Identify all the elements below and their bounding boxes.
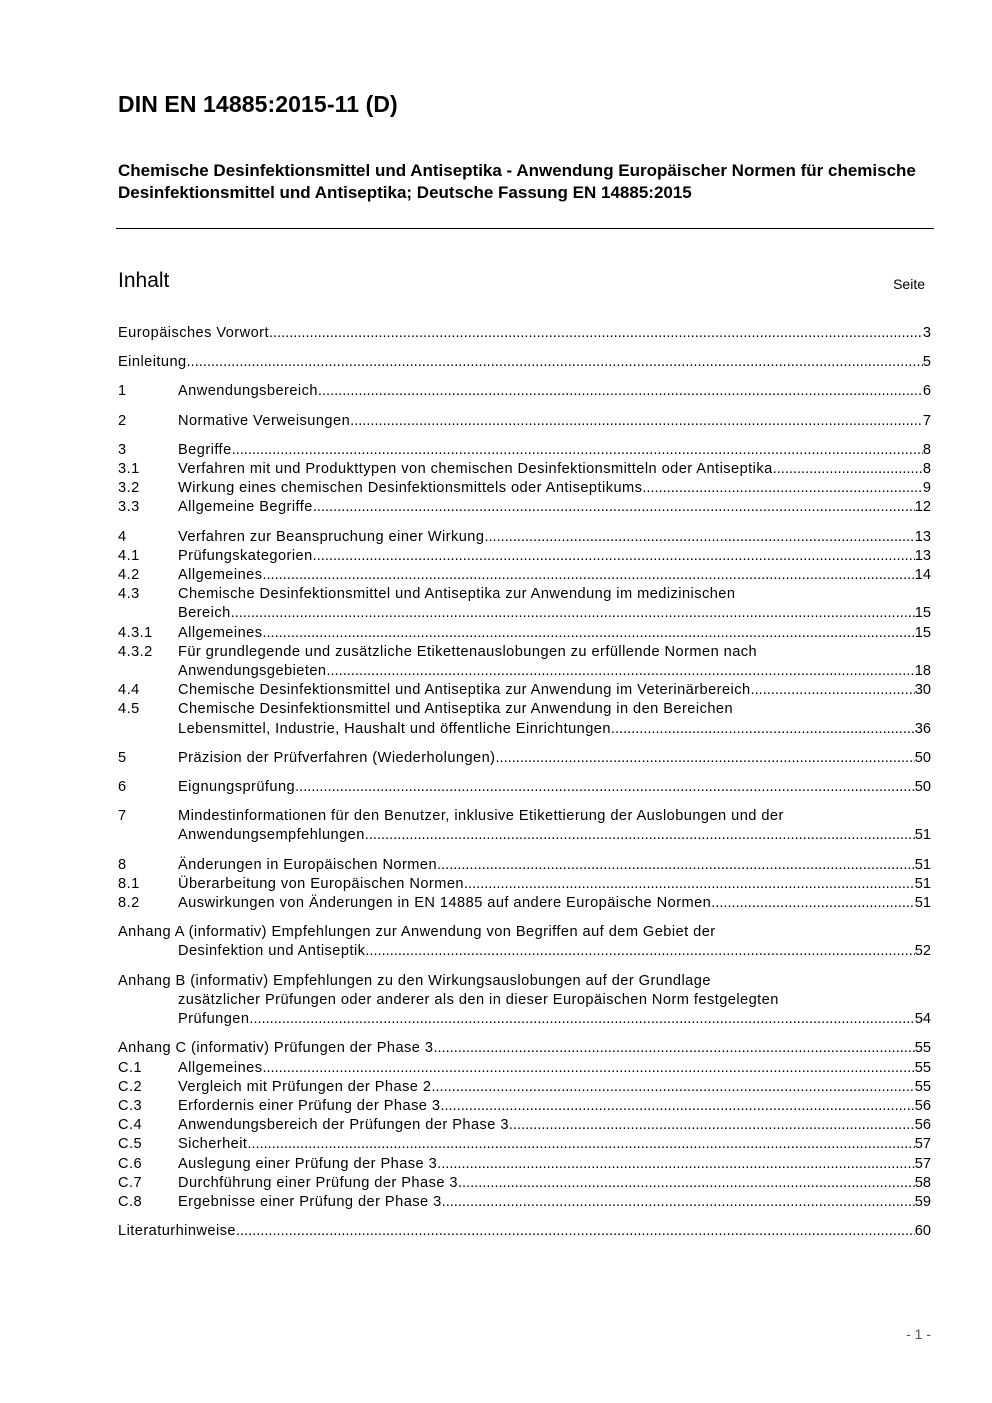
toc-dot-leader <box>262 566 914 585</box>
toc-entry-number: 2 <box>118 412 127 429</box>
toc-page-number: 30 <box>914 682 931 699</box>
toc-entry-number: 4.3.1 <box>118 624 153 641</box>
toc-entry-title: Verfahren zur Beanspruchung einer Wirkung <box>178 528 485 545</box>
toc-entry[interactable] <box>118 566 931 585</box>
toc-entry-number: 8.1 <box>118 875 140 892</box>
toc-dot-leader <box>365 826 915 845</box>
toc-entry-title: Erfordernis einer Prüfung der Phase 3 <box>178 1097 441 1114</box>
toc-entry-title: Verfahren mit und Produkttypen von chemischen Desinfektionsmitteln oder Antiseptika <box>178 461 773 478</box>
toc-entry-title: Anhang C (informativ) Prüfungen der Phase 3 <box>118 1040 434 1057</box>
toc-entry[interactable] <box>118 700 931 738</box>
toc-heading: Inhalt <box>118 269 170 292</box>
toc-dot-leader <box>313 498 915 517</box>
toc-entry-number: 3.1 <box>118 461 140 478</box>
toc-page-number: 60 <box>914 1223 931 1240</box>
toc-dot-leader <box>313 547 915 566</box>
toc-entry-title: Durchführung einer Prüfung der Phase 3 <box>178 1174 458 1191</box>
toc-entry-title: Anwendungsempfehlungen <box>178 827 365 844</box>
toc-dot-leader <box>458 1174 915 1193</box>
toc-entry[interactable] <box>118 643 931 681</box>
toc-entry-number: 8 <box>118 856 127 873</box>
toc-page-number: 12 <box>914 499 931 516</box>
toc-entry-title: Präzision der Prüfverfahren (Wiederholungen) <box>178 749 496 766</box>
toc-entry-number: 7 <box>118 808 127 825</box>
toc-page-number: 15 <box>914 605 931 622</box>
toc-dot-leader <box>262 1059 914 1078</box>
toc-entry-title: Anwendungsgebieten <box>178 663 327 680</box>
toc-dot-leader <box>232 441 923 460</box>
toc-dot-leader <box>437 1155 915 1174</box>
toc-entry[interactable] <box>118 1039 931 1058</box>
toc-page-number: 51 <box>914 875 931 892</box>
toc-entry-title: Vergleich mit Prüfungen der Phase 2 <box>178 1078 432 1095</box>
toc-page-number: 59 <box>914 1193 931 1210</box>
toc-dot-leader <box>440 1097 914 1116</box>
toc-page-number: 13 <box>914 528 931 545</box>
toc-entry[interactable] <box>118 353 931 372</box>
toc-dot-leader <box>751 681 915 700</box>
toc-entry[interactable] <box>118 856 931 875</box>
toc-entry-title: Prüfungen <box>178 1011 250 1028</box>
toc-entry-number: C.2 <box>118 1078 143 1095</box>
toc-page-number: 36 <box>914 720 931 737</box>
toc-entry-number: 3 <box>118 441 127 458</box>
toc-entry-title: Eignungsprüfung <box>178 779 296 796</box>
toc-page-number: 9 <box>922 480 931 497</box>
toc-page-number: 15 <box>914 624 931 641</box>
toc-entry-title: Einleitung <box>118 354 187 371</box>
toc-dot-leader <box>433 1039 914 1058</box>
toc-entry[interactable] <box>118 1116 931 1135</box>
toc-page-number: 50 <box>914 779 931 796</box>
toc-dot-leader <box>326 662 914 681</box>
toc-page-number: 54 <box>914 1011 931 1028</box>
table-of-contents <box>118 324 931 1241</box>
title-divider <box>116 228 934 229</box>
toc-dot-leader <box>247 1135 914 1154</box>
toc-page-number: 51 <box>914 856 931 873</box>
toc-entry-title: Begriffe <box>178 441 232 458</box>
toc-entry[interactable] <box>118 923 931 961</box>
toc-entry[interactable] <box>118 1078 931 1097</box>
document-title: Chemische Desinfektionsmittel und Antiseptika - Anwendung Europäischer Normen für chemische Desinfektionsmittel und Antiseptika; Deutsche Fassung EN 14885:2015 <box>118 161 916 202</box>
toc-entry-title: Allgemeines <box>178 624 263 641</box>
toc-entry-number: 8.2 <box>118 895 140 912</box>
toc-dot-leader <box>350 412 923 431</box>
toc-dot-leader <box>642 479 923 498</box>
toc-dot-leader <box>711 894 915 913</box>
toc-entry-number: 4.2 <box>118 567 140 584</box>
toc-page-number: 55 <box>914 1078 931 1095</box>
toc-entry[interactable] <box>118 749 931 768</box>
toc-page-number: 51 <box>914 895 931 912</box>
toc-page-number: 55 <box>914 1040 931 1057</box>
toc-entry-number: 3.3 <box>118 499 140 516</box>
toc-entry[interactable] <box>118 324 931 343</box>
toc-dot-leader <box>295 778 915 797</box>
toc-page-number: 7 <box>922 412 931 429</box>
toc-entry-title: Anwendungsbereich der Prüfungen der Phase 3 <box>178 1117 509 1134</box>
toc-entry-title: Ergebnisse einer Prüfung der Phase 3 <box>178 1193 442 1210</box>
toc-entry-number: 5 <box>118 749 127 766</box>
toc-dot-leader <box>187 353 923 372</box>
toc-dot-leader <box>484 528 914 547</box>
toc-page-number: 8 <box>922 441 931 458</box>
toc-entry-title: Überarbeitung von Europäischen Normen <box>178 875 464 892</box>
toc-page-number: 57 <box>914 1155 931 1172</box>
toc-entry[interactable] <box>118 382 931 401</box>
toc-entry-title: Chemische Desinfektionsmittel und Antiseptika zur Anwendung in den Bereichen <box>178 701 734 718</box>
toc-page-number: 55 <box>914 1059 931 1076</box>
toc-entry-number: C.3 <box>118 1097 143 1114</box>
toc-dot-leader <box>464 875 915 894</box>
toc-entry[interactable] <box>118 894 931 913</box>
toc-entry[interactable] <box>118 1155 931 1174</box>
toc-page-number: 8 <box>922 461 931 478</box>
toc-page-number: 56 <box>914 1097 931 1114</box>
toc-entry[interactable] <box>118 807 931 845</box>
toc-entry-title: Auswirkungen von Änderungen in EN 14885 auf andere Europäische Normen <box>178 895 712 912</box>
toc-entry-number: 1 <box>118 383 127 400</box>
toc-entry[interactable] <box>118 547 931 566</box>
toc-entry-title: Mindestinformationen für den Benutzer, inklusive Etikettierung der Auslobungen und der <box>178 808 784 825</box>
toc-entry[interactable] <box>118 1135 931 1154</box>
page-number: - 1 - <box>906 1326 931 1342</box>
toc-entry[interactable] <box>118 875 931 894</box>
toc-dot-leader <box>318 382 923 401</box>
toc-dot-leader <box>249 1010 914 1029</box>
toc-page-number: 51 <box>914 827 931 844</box>
toc-entry-title: Chemische Desinfektionsmittel und Antiseptika zur Anwendung im Veterinärbereich <box>178 682 751 699</box>
toc-entry[interactable] <box>118 498 931 517</box>
toc-entry-number: C.1 <box>118 1059 143 1076</box>
toc-entry-title: Desinfektion und Antiseptik <box>178 943 366 960</box>
toc-entry-number: 3.2 <box>118 480 140 497</box>
toc-entry-title: Sicherheit <box>178 1136 248 1153</box>
toc-entry[interactable] <box>118 441 931 460</box>
toc-dot-leader <box>496 749 915 768</box>
toc-entry[interactable] <box>118 681 931 700</box>
toc-entry-title: Allgemeines <box>178 1059 263 1076</box>
toc-page-number: 57 <box>914 1136 931 1153</box>
toc-page-number: 18 <box>914 663 931 680</box>
toc-entry-title: Auslegung einer Prüfung der Phase 3 <box>178 1155 438 1172</box>
toc-page-number: 50 <box>914 749 931 766</box>
toc-dot-leader <box>509 1116 915 1135</box>
toc-entry-number: 4.1 <box>118 547 140 564</box>
toc-entry-number: C.4 <box>118 1117 143 1134</box>
toc-entry[interactable] <box>118 412 931 431</box>
toc-entry-title: Allgemeine Begriffe <box>178 499 313 516</box>
page-column-label: Seite <box>893 276 925 292</box>
toc-entry-number: 4.3.2 <box>118 643 153 660</box>
toc-entry[interactable] <box>118 460 931 479</box>
toc-page-number: 3 <box>922 325 931 341</box>
toc-page-number: 13 <box>914 547 931 564</box>
document-id: DIN EN 14885:2015-11 (D) <box>118 91 398 117</box>
toc-entry[interactable] <box>118 585 931 623</box>
toc-entry-number: C.7 <box>118 1174 143 1191</box>
toc-entry-number: 6 <box>118 779 127 796</box>
toc-entry[interactable] <box>118 479 931 498</box>
toc-entry-title: Für grundlegende und zusätzliche Etikettenauslobungen zu erfüllende Normen nach <box>178 643 758 660</box>
toc-entry[interactable] <box>118 1174 931 1193</box>
toc-entry-title: Bereich <box>178 605 231 622</box>
toc-dot-leader <box>437 856 915 875</box>
toc-entry-title: Allgemeines <box>178 567 263 584</box>
toc-entry[interactable] <box>118 1193 931 1212</box>
toc-entry-title: Literaturhinweise <box>118 1223 236 1240</box>
toc-dot-leader <box>231 604 915 623</box>
toc-entry-title: Anhang A (informativ) Empfehlungen zur Anwendung von Begriffen auf dem Gebiet der <box>118 924 716 941</box>
toc-entry-title: Europäisches Vorwort <box>118 325 269 341</box>
toc-entry-title: Anhang B (informativ) Empfehlungen zu den Wirkungsauslobungen auf der Grundlage <box>118 972 711 989</box>
toc-dot-leader <box>365 942 914 961</box>
toc-entry-number: 4.3 <box>118 586 140 603</box>
toc-entry[interactable] <box>118 624 931 643</box>
toc-entry[interactable] <box>118 1059 931 1078</box>
toc-page-number: 58 <box>914 1174 931 1191</box>
toc-entry-number: 4.4 <box>118 682 140 699</box>
toc-dot-leader <box>773 460 923 479</box>
toc-dot-leader <box>262 624 914 643</box>
toc-entry-number: C.8 <box>118 1193 143 1210</box>
toc-entry-number: C.6 <box>118 1155 143 1172</box>
toc-entry-title: Anwendungsbereich <box>178 383 318 400</box>
toc-entry-title: Wirkung eines chemischen Desinfektionsmittels oder Antiseptikums <box>178 480 643 497</box>
toc-entry-title: zusätzlicher Prüfungen oder anderer als den in dieser Europäischen Norm festgelegten <box>178 991 779 1008</box>
toc-entry[interactable] <box>118 972 931 1030</box>
toc-entry[interactable] <box>118 1097 931 1116</box>
toc-page-number: 14 <box>914 567 931 584</box>
toc-entry-number: 4 <box>118 528 127 545</box>
toc-dot-leader <box>431 1078 914 1097</box>
toc-entry-title: Chemische Desinfektionsmittel und Antiseptika zur Anwendung im medizinischen <box>178 586 736 603</box>
toc-entry[interactable] <box>118 528 931 547</box>
toc-entry-title: Normative Verweisungen <box>178 412 351 429</box>
toc-entry-title: Änderungen in Europäischen Normen <box>178 856 438 873</box>
toc-page-number: 6 <box>922 383 931 400</box>
toc-entry-title: Prüfungskategorien <box>178 547 313 564</box>
toc-entry[interactable] <box>118 778 931 797</box>
toc-entry-number: 4.5 <box>118 701 140 718</box>
toc-page-number: 5 <box>922 354 931 371</box>
toc-dot-leader <box>269 324 923 343</box>
toc-page-number: 56 <box>914 1117 931 1134</box>
toc-entry-title: Lebensmittel, Industrie, Haushalt und öffentliche Einrichtungen <box>178 720 611 737</box>
toc-entry[interactable] <box>118 1222 931 1241</box>
toc-page-number: 52 <box>914 943 931 960</box>
toc-dot-leader <box>442 1193 915 1212</box>
toc-dot-leader <box>236 1222 915 1241</box>
toc-dot-leader <box>611 720 915 739</box>
toc-entry-number: C.5 <box>118 1136 143 1153</box>
